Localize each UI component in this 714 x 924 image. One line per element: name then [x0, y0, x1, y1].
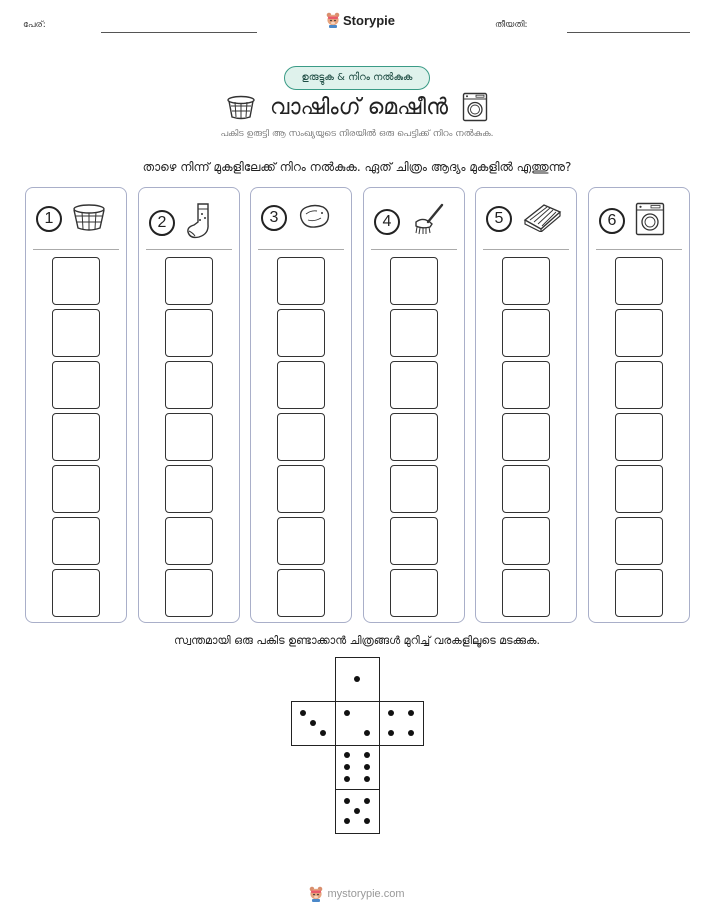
color-box[interactable] — [165, 569, 213, 617]
color-box[interactable] — [390, 309, 438, 357]
color-box[interactable] — [277, 257, 325, 305]
color-box[interactable] — [52, 309, 100, 357]
color-box[interactable] — [502, 413, 550, 461]
color-box[interactable] — [502, 257, 550, 305]
date-label: തീയതി: — [495, 20, 528, 30]
column-header — [149, 202, 213, 244]
column-header — [36, 202, 106, 236]
color-box[interactable] — [502, 517, 550, 565]
color-box[interactable] — [390, 569, 438, 617]
die-pip — [344, 818, 350, 824]
column-divider — [33, 249, 119, 250]
color-box[interactable] — [165, 257, 213, 305]
column-number: 2 — [149, 210, 175, 236]
color-box[interactable] — [390, 257, 438, 305]
column-number: 6 — [599, 208, 625, 234]
washing-machine-icon — [462, 92, 488, 122]
column-divider — [483, 249, 569, 250]
color-box[interactable] — [390, 413, 438, 461]
color-box[interactable] — [52, 361, 100, 409]
footer-url[interactable]: mystorypie.com — [327, 888, 405, 900]
die-pip — [364, 798, 370, 804]
column-divider — [258, 249, 344, 250]
color-box[interactable] — [502, 569, 550, 617]
column-header — [261, 202, 331, 234]
color-box[interactable] — [390, 517, 438, 565]
brand-logo — [326, 12, 395, 28]
color-box[interactable] — [165, 465, 213, 513]
brand-name: Storypie — [343, 12, 396, 28]
color-box[interactable] — [277, 413, 325, 461]
fold-instruction: സ്വന്തമായി ഒരു പകിട ഉണ്ടാക്കാൻ ചിത്രങ്ങൾ മുറിച്ച് വരകളിലൂടെ മടക്കുക. — [174, 634, 540, 647]
date-line[interactable] — [567, 32, 690, 33]
die-pip — [310, 720, 316, 726]
name-label: പേര്: — [23, 20, 46, 30]
die-face-5 — [335, 789, 380, 834]
die-pip — [364, 752, 370, 758]
color-box[interactable] — [615, 413, 663, 461]
column-number: 5 — [486, 206, 512, 232]
color-box[interactable] — [277, 569, 325, 617]
sock-icon — [185, 202, 213, 244]
bear-logo-icon — [326, 12, 340, 28]
laundry-basket-icon — [72, 202, 106, 236]
color-box[interactable] — [277, 465, 325, 513]
color-box[interactable] — [52, 413, 100, 461]
color-box[interactable] — [165, 413, 213, 461]
bear-footer-icon — [309, 886, 323, 902]
color-box[interactable] — [502, 465, 550, 513]
die-pip — [408, 730, 414, 736]
column-header — [374, 202, 446, 242]
die-face-2 — [335, 701, 380, 746]
instruction-text: താഴെ നിന്ന് മുകളിലേക്ക് നിറം നൽകുക. ഏത് ചിത്രം ആദ്യം മുകളിൽ എത്തുന്നു? — [142, 160, 572, 174]
title-row — [0, 92, 714, 122]
color-box[interactable] — [390, 465, 438, 513]
die-face-1 — [335, 657, 380, 702]
activity-tag: ഉരുട്ടുക & നിറം നൽകുക — [284, 66, 430, 90]
die-pip — [364, 764, 370, 770]
column-5 — [475, 187, 577, 623]
page-title: വാഷിംഗ് മെഷീൻ — [270, 94, 448, 120]
column-4 — [363, 187, 465, 623]
color-box[interactable] — [165, 517, 213, 565]
column-divider — [146, 249, 232, 250]
footer — [0, 886, 714, 902]
die-face-3 — [291, 701, 336, 746]
column-header — [599, 202, 665, 240]
color-box[interactable] — [615, 361, 663, 409]
die-pip — [344, 764, 350, 770]
laundry-basket-icon — [226, 94, 256, 120]
column-1 — [25, 187, 127, 623]
column-6 — [588, 187, 690, 623]
die-pip — [388, 710, 394, 716]
color-box[interactable] — [52, 465, 100, 513]
soap-bar-icon — [297, 202, 331, 234]
color-box[interactable] — [615, 569, 663, 617]
column-divider — [596, 249, 682, 250]
name-line[interactable] — [101, 32, 257, 33]
column-number: 4 — [374, 209, 400, 235]
scrub-brush-icon — [410, 202, 446, 242]
die-face-6 — [335, 745, 380, 790]
color-box[interactable] — [165, 309, 213, 357]
die-pip — [344, 710, 350, 716]
color-box[interactable] — [277, 309, 325, 357]
washing-machine-icon — [635, 202, 665, 240]
color-box[interactable] — [52, 569, 100, 617]
color-box[interactable] — [502, 309, 550, 357]
column-header — [486, 202, 562, 236]
color-box[interactable] — [615, 517, 663, 565]
folded-towel-icon — [522, 202, 562, 236]
die-pip — [344, 752, 350, 758]
color-box[interactable] — [615, 309, 663, 357]
die-pip — [354, 676, 360, 682]
color-box[interactable] — [52, 257, 100, 305]
column-divider — [371, 249, 457, 250]
color-box[interactable] — [165, 361, 213, 409]
column-number: 1 — [36, 206, 62, 232]
die-pip — [344, 798, 350, 804]
die-pip — [354, 808, 360, 814]
die-pip — [344, 776, 350, 782]
die-pip — [364, 730, 370, 736]
subtitle: പകിട ഉരുട്ടി ആ സംഖ്യയുടെ നിരയിൽ ഒരു പെട്ടിക്ക് നിറം നൽകുക. — [220, 129, 494, 139]
die-pip — [364, 776, 370, 782]
die-pip — [300, 710, 306, 716]
column-2 — [138, 187, 240, 623]
color-box[interactable] — [502, 361, 550, 409]
color-box[interactable] — [277, 361, 325, 409]
column-number: 3 — [261, 205, 287, 231]
die-pip — [320, 730, 326, 736]
die-pip — [364, 818, 370, 824]
die-pip — [408, 710, 414, 716]
color-box[interactable] — [390, 361, 438, 409]
color-box[interactable] — [615, 465, 663, 513]
die-face-4 — [379, 701, 424, 746]
color-box[interactable] — [277, 517, 325, 565]
color-box[interactable] — [52, 517, 100, 565]
column-3 — [250, 187, 352, 623]
color-box[interactable] — [615, 257, 663, 305]
die-pip — [388, 730, 394, 736]
